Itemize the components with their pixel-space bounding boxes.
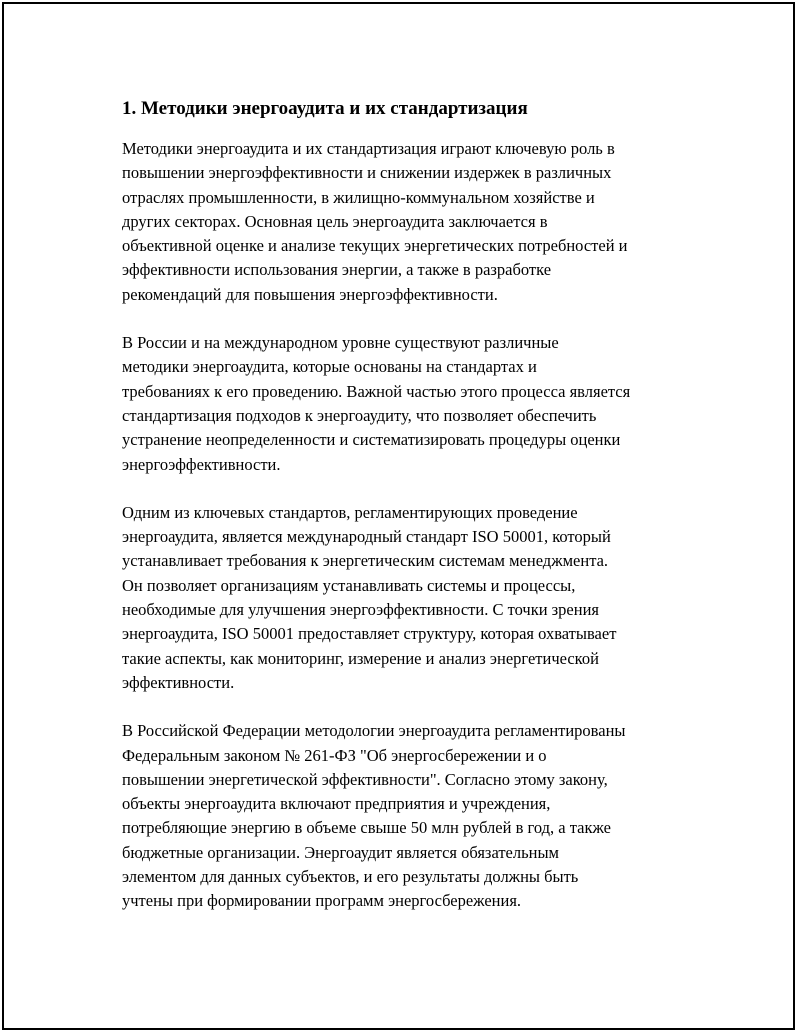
text-line: энергоаудита, ISO 50001 предоставляет структуру, которая охватывает xyxy=(122,624,617,644)
text-line: эффективности. xyxy=(122,672,235,692)
text-line: рекомендаций для повышения энергоэффективности. xyxy=(122,284,498,304)
text-line: Федеральным законом № 261-ФЗ "Об энергосбережении и о xyxy=(122,745,547,765)
text-line: стандартизация подходов к энергоаудиту, что позволяет обеспечить xyxy=(122,405,597,425)
text-line: потребляющие энергию в объеме свыше 50 млн рублей в год, а также xyxy=(122,818,611,838)
paragraph-2 xyxy=(122,331,702,477)
text-line: энергоэффективности. xyxy=(122,454,281,474)
text-line: объективной оценке и анализе текущих энергетических потребностей и xyxy=(122,236,628,256)
text-line: В Российской Федерации методологии энергоаудита регламентированы xyxy=(122,721,626,741)
text-line: объекты энергоаудита включают предприятия и учреждения, xyxy=(122,794,551,814)
section-heading: 1. Методики энергоаудита и их стандартизация xyxy=(122,98,528,119)
text-line: В России и на международном уровне существуют различные xyxy=(122,333,559,353)
page-frame xyxy=(2,2,795,1030)
text-line: элементом для данных субъектов, и его результаты должны быть xyxy=(122,867,579,887)
text-line: повышении энергоэффективности и снижении издержек в различных xyxy=(122,163,612,183)
paragraph-3 xyxy=(122,501,702,695)
text-line: необходимые для улучшения энергоэффективности. С точки зрения xyxy=(122,600,600,620)
text-line: энергоаудита, является международный стандарт ISO 50001, который xyxy=(122,527,611,547)
text-line: такие аспекты, как мониторинг, измерение и анализ энергетической xyxy=(122,648,599,668)
paragraph-1 xyxy=(122,137,702,307)
paragraph-4 xyxy=(122,719,702,913)
text-line: требованиях к его проведению. Важной частью этого процесса является xyxy=(122,381,631,401)
text-line: методики энергоаудита, которые основаны на стандартах и xyxy=(122,357,537,377)
text-line: эффективности использования энергии, а также в разработке xyxy=(122,260,552,280)
text-line: Одним из ключевых стандартов, регламентирующих проведение xyxy=(122,502,578,522)
text-line: учтены при формировании программ энергосбережения. xyxy=(122,891,522,911)
text-line: других секторах. Основная цель энергоаудита заключается в xyxy=(122,211,548,231)
text-line: повышении энергетической эффективности". Согласно этому закону, xyxy=(122,769,608,789)
text-line: отраслях промышленности, в жилищно-коммунальном хозяйстве и xyxy=(122,187,595,207)
text-line: Методики энергоаудита и их стандартизация играют ключевую роль в xyxy=(122,139,615,158)
document-body xyxy=(122,97,702,938)
text-line: Он позволяет организациям устанавливать системы и процессы, xyxy=(122,575,576,595)
text-line: устанавливает требования к энергетическим системам менеджмента. xyxy=(122,551,609,571)
text-line: устранение неопределенности и систематизировать процедуры оценки xyxy=(122,430,621,450)
text-line: бюджетные организации. Энергоаудит является обязательным xyxy=(122,842,560,862)
